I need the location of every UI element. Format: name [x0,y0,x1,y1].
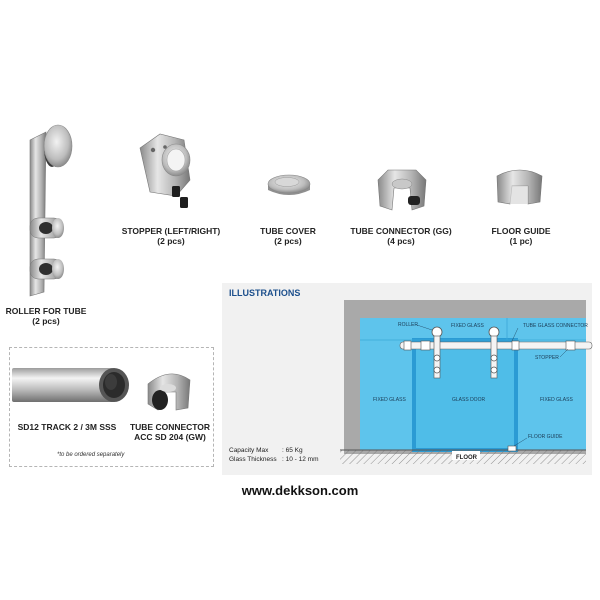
diagram-label-fixed-glass-left: FIXED GLASS [373,397,406,403]
diagram-label-roller: ROLLER [398,322,419,328]
floor-guide-name: FLOOR GUIDE [491,226,551,236]
thickness-value: : 10 - 12 mm [282,456,319,463]
illustrations-title: ILLUSTRATIONS [229,288,301,298]
separate-connector-line1: TUBE CONNECTOR [129,422,211,432]
diagram-connector-2 [512,341,519,350]
stopper-name: STOPPER (LEFT/RIGHT) [121,226,221,236]
tube-connector-qty: (4 pcs) [387,236,415,246]
capacity-value: : 65 Kg [282,447,303,454]
diagram-label-stopper: STOPPER [535,355,559,361]
separate-order-note: *to be ordered separately [57,452,125,458]
diagram-label-fixed-glass-top: FIXED GLASS [451,323,484,329]
diagram-stopper-right [566,341,575,350]
tube-cover-qty: (2 pcs) [274,236,302,246]
floor-guide-qty: (1 pc) [509,236,533,246]
separate-connector-line2: ACC SD 204 (GW) [134,432,206,442]
fixed-glass-left-panel [360,340,414,450]
diagram-label-floor: FLOOR [456,455,477,461]
diagram-label-glass-door: GLASS DOOR [452,397,486,403]
roller-name: ROLLER FOR TUBE [5,306,87,316]
diagram-connector-1 [404,341,411,350]
diagram-label-floor-guide: FLOOR GUIDE [528,434,563,440]
fixed-glass-top [360,318,586,340]
diagram-floor-guide [508,446,516,451]
diagram-label-tube-glass-connector: TUBE GLASS CONNECTOR [523,323,588,329]
tube-connector-name: TUBE CONNECTOR (GG) [350,226,452,236]
capacity-label: Capacity Max [229,447,269,454]
website-link[interactable]: www.dekkson.com [241,483,359,498]
diagram-stopper-left [421,341,430,350]
glass-door-panel [414,340,516,450]
tube-cover-name: TUBE COVER [260,226,316,236]
track-name: SD12 TRACK 2 / 3M SSS [17,422,117,432]
roller-qty: (2 pcs) [32,316,60,326]
thickness-label: Glass Thickness [229,456,277,463]
stopper-qty: (2 pcs) [157,236,185,246]
diagram-label-fixed-glass-right: FIXED GLASS [540,397,573,403]
